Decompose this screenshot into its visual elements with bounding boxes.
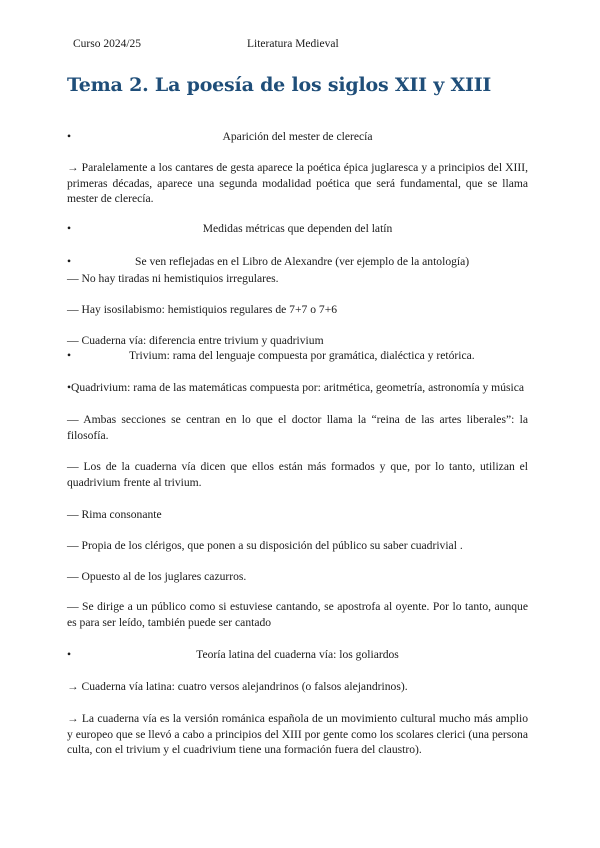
paragraph-publico: — Se dirige a un público como si estuviese cantando, se apostrofa al oyente. Por lo tanto, aunque es para ser leído, también puede ser cantado xyxy=(67,600,528,629)
bullet-icon: • xyxy=(67,255,72,268)
bullet-trivium xyxy=(67,349,528,365)
line-no-tiradas: — No hay tiradas ni hemistiquios irregulares. xyxy=(67,272,279,285)
paragraph-quadrivium: •Quadrivium: rama de las matemáticas compuesta por: aritmética, geometría, astronomía y música xyxy=(67,381,525,394)
bullet-heading-goliardos xyxy=(67,648,528,664)
paragraph-paralelamente: → Paralelamente a los cantares de gesta aparece la poética épica juglaresca y a principios del XIII, primeras décadas, aparece una segunda modalidad poética que será fundamental, que se llama mester de clerecía. xyxy=(67,161,528,205)
line-cuaderna-via: — Cuaderna vía: diferencia entre trivium y quadrivium xyxy=(67,334,324,347)
paragraph-formados: — Los de la cuaderna vía dicen que ellos están más formados y que, por lo tanto, utilizan el quadrivium frente al trivium. xyxy=(67,460,528,489)
bullet-heading-medidas xyxy=(67,222,528,238)
bullet-icon: • xyxy=(67,648,72,661)
paragraph-version-romanica: → La cuaderna vía es la versión románica española de un movimiento cultural mucho más amplio y europeo que se llevó a cabo a principios del XIII por gente como los scolares clerici (una persona culta, con el trivium y el cuadrivium tiene una formación fuera del claustro). xyxy=(67,712,528,756)
bullet-text: Se ven reflejadas en el Libro de Alexandre (ver ejemplo de la antología) xyxy=(135,255,470,268)
line-clerigos: — Propia de los clérigos, que ponen a su disposición del público su saber cuadrivial . xyxy=(67,539,463,552)
line-cuaderna-latina: → Cuaderna vía latina: cuatro versos alejandrinos (o falsos alejandrinos). xyxy=(67,680,408,693)
bullet-heading-clerecia xyxy=(67,130,528,146)
header-course: Curso 2024/25 xyxy=(73,38,142,50)
bullet-text: Trivium: rama del lenguaje compuesta por gramática, dialéctica y retórica. xyxy=(129,349,475,362)
bullet-text: Aparición del mester de clerecía xyxy=(222,130,373,143)
line-juglares: — Opuesto al de los juglares cazurros. xyxy=(67,570,247,583)
bullet-icon: • xyxy=(67,130,72,143)
bullet-alexandre xyxy=(67,255,528,271)
bullet-text: Teoría latina del cuaderna vía: los goliardos xyxy=(196,648,399,661)
line-isosilabismo: — Hay isosilabismo: hemistiquios regulares de 7+7 o 7+6 xyxy=(67,303,338,316)
header-subject: Literatura Medieval xyxy=(247,38,339,50)
bullet-text: Medidas métricas que dependen del latín xyxy=(202,222,393,235)
page-title: Tema 2. La poesía de los siglos XII y XIII xyxy=(67,74,492,96)
bullet-icon: • xyxy=(67,349,72,362)
line-rima: — Rima consonante xyxy=(67,508,162,521)
bullet-icon: • xyxy=(67,222,72,235)
paragraph-ambas-secciones: — Ambas secciones se centran en lo que el doctor llama la “reina de las artes liberales”: la filosofía. xyxy=(67,413,528,442)
